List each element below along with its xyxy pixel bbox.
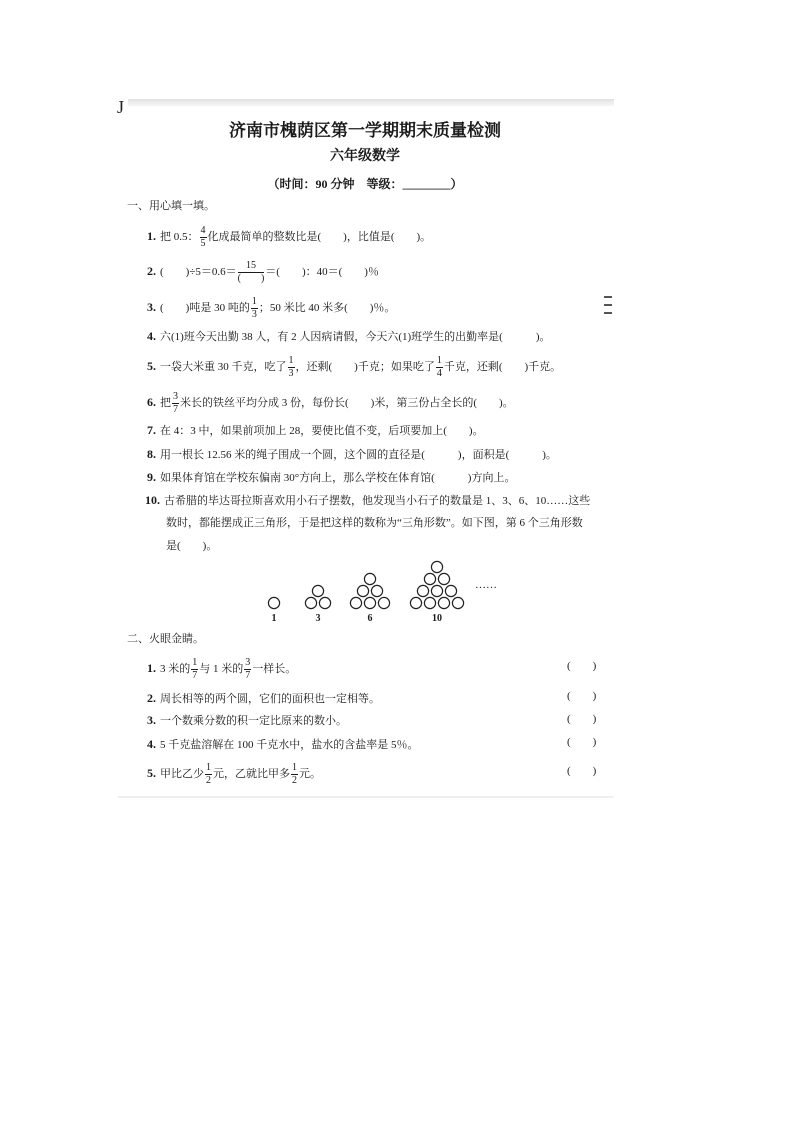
- section-heading-true-false: 二、火眼金睛。: [127, 633, 204, 645]
- fraction: [205, 763, 212, 786]
- stone-circle: [268, 597, 279, 608]
- question-text: ；50 米比 40 米多( )％。: [258, 302, 396, 314]
- question-text: 在 4：3 中，如果前项加上 28，要使比值不变，后项要加上( )。: [160, 425, 484, 437]
- stone-circle: [364, 573, 375, 584]
- answer-blank: ( ): [567, 765, 597, 777]
- question-number: 3.: [147, 300, 156, 314]
- question-text: 把: [160, 397, 171, 409]
- fraction-denominator: ( ): [237, 272, 265, 284]
- fraction: [251, 297, 258, 320]
- question-text: ＝( )：40＝( )％: [265, 266, 379, 278]
- fraction: [291, 763, 298, 786]
- stone-circle: [424, 597, 435, 608]
- question-text: 把 0.5：: [160, 231, 199, 243]
- fill-question-2: [147, 259, 379, 283]
- question-number: 1.: [147, 229, 156, 243]
- answer-blank: ( ): [567, 690, 597, 702]
- stone-circle: [371, 585, 382, 596]
- fraction: [436, 356, 443, 379]
- question-text: 周长相等的两个圆，它们的面积也一定相等。: [160, 693, 380, 705]
- stone-circle: [417, 585, 428, 596]
- triangle-number-label: 10: [432, 613, 442, 624]
- question-number: 4.: [147, 737, 156, 751]
- question-text: 如果体育馆在学校东偏南 30°方向上，那么学校在体育馆( )方向上。: [160, 472, 516, 484]
- fill-question-9: [147, 465, 515, 489]
- question-number: 1.: [147, 661, 156, 675]
- question-text: 甲比乙少: [160, 768, 204, 780]
- question-number: 10.: [145, 493, 160, 507]
- stone-circle: [410, 597, 421, 608]
- fraction-numerator: 15: [238, 261, 265, 273]
- question-text-line: 是( )。: [166, 540, 218, 552]
- edge-mark-line: [604, 304, 612, 306]
- edge-mark: [604, 296, 612, 316]
- scan-shadow-bottom: [118, 796, 613, 798]
- scan-shadow-top: [128, 99, 614, 106]
- answer-blank: ( ): [567, 713, 597, 725]
- judge-question-1: [147, 656, 296, 680]
- stone-circle: [452, 597, 463, 608]
- triangle-number-group: [350, 573, 389, 624]
- question-text: 化成最简单的整数比是( )，比值是( )。: [207, 231, 432, 243]
- triangle-number-group: [305, 585, 330, 624]
- question-number: 7.: [147, 423, 156, 437]
- question-text: 用一根长 12.56 米的绳子围成一个圆，这个圆的直径是( )，面积是( )。: [160, 449, 557, 461]
- judge-question-5: [147, 761, 321, 785]
- edge-mark-line: [604, 296, 612, 298]
- question-text: 六(1)班今天出勤 38 人，有 2 人因病请假，今天六(1)班学生的出勤率是( )。: [160, 331, 551, 343]
- stone-circle: [350, 597, 361, 608]
- fraction-numerator: 4: [200, 224, 206, 236]
- stone-circle: [305, 597, 316, 608]
- question-number: 8.: [147, 447, 156, 461]
- fill-question-8: [147, 442, 557, 466]
- fraction: [288, 356, 295, 379]
- question-text: 5 千克盐溶解在 100 千克水中，盐水的含盐率是 5％。: [160, 739, 419, 751]
- question-text: 元，乙就比甲多: [213, 768, 290, 780]
- triangle-number-group: [268, 597, 279, 624]
- question-number: 5.: [147, 359, 156, 373]
- judge-question-2: [147, 686, 380, 710]
- answer-blank: ( ): [567, 736, 597, 748]
- question-text: 千克，还剩( )千克。: [443, 361, 562, 373]
- fraction-denominator: 3: [251, 308, 257, 320]
- question-text: 一个数乘分数的积一定比原来的数小。: [160, 715, 347, 727]
- fraction-denominator: 7: [245, 669, 251, 681]
- fraction: [244, 658, 251, 681]
- fraction-denominator: 2: [206, 774, 211, 786]
- fill-question-7: [147, 418, 484, 442]
- triangle-numbers-figure: [250, 550, 510, 630]
- question-number: 4.: [147, 329, 156, 343]
- fraction-numerator: 1: [436, 354, 442, 366]
- question-text: 一袋大米重 30 千克，吃了: [160, 361, 287, 373]
- fraction-numerator: 3: [245, 656, 251, 668]
- stone-circle: [312, 585, 323, 596]
- question-text-line: 古希腊的毕达哥拉斯喜欢用小石子摆数，他发现当小石子的数量是 1、3、6、10……这些: [164, 495, 591, 507]
- question-text: 一样长。: [252, 663, 297, 675]
- judge-question-3: [147, 708, 347, 732]
- stone-circle: [438, 597, 449, 608]
- fill-question-1: [147, 224, 431, 248]
- fraction-denominator: 5: [200, 237, 206, 249]
- fraction-numerator: 1: [206, 761, 211, 773]
- question-text-line: 数时，都能摆成正三角形，于是把这样的数称为“三角形数”。如下图，第 6 个三角形数: [166, 517, 583, 529]
- question-number: 3.: [147, 713, 156, 727]
- edge-mark-line: [604, 312, 612, 314]
- stone-circle: [431, 585, 442, 596]
- fraction-denominator: 7: [173, 403, 178, 415]
- stone-circle: [364, 597, 375, 608]
- fill-question-5: [147, 354, 561, 378]
- fraction-denominator: 7: [192, 669, 198, 681]
- fill-question-4: [147, 324, 550, 348]
- fraction-numerator: 1: [288, 354, 294, 366]
- triangle-number-group: [410, 561, 463, 624]
- stone-circle: [424, 573, 435, 584]
- question-number: 6.: [147, 395, 156, 409]
- fraction: [238, 261, 265, 284]
- stone-circle: [319, 597, 330, 608]
- stone-circle: [438, 573, 449, 584]
- question-number: 2.: [147, 264, 156, 278]
- stone-circle: [357, 585, 368, 596]
- judge-question-4: [147, 732, 419, 756]
- fraction-denominator: 2: [292, 774, 297, 786]
- exam-info: （时间：90 分钟 等级：________）: [267, 177, 463, 191]
- question-text: ( )÷5＝0.6＝: [160, 266, 237, 278]
- fraction-numerator: 1: [292, 761, 297, 773]
- question-text: 元。: [299, 768, 321, 780]
- question-text: ( )吨是 30 吨的: [160, 302, 250, 314]
- fraction: [191, 658, 198, 681]
- section-heading-fill-in: 一、用心填一填。: [127, 200, 215, 212]
- question-text: 3 米的: [160, 663, 191, 675]
- question-text: 米长的铁丝平均分成 3 份，每份长( )米，第三份占全长的( )。: [180, 397, 514, 409]
- fraction-numerator: 3: [173, 390, 178, 402]
- fraction-denominator: 4: [436, 367, 442, 379]
- question-number: 9.: [147, 470, 156, 484]
- fraction-denominator: 3: [288, 367, 294, 379]
- exam-subtitle: 六年级数学: [330, 149, 400, 164]
- question-text: ，还剩( )千克；如果吃了: [295, 361, 435, 373]
- answer-blank: ( ): [567, 660, 597, 672]
- corner-mark: J: [117, 97, 125, 117]
- fill-question-6: [147, 390, 514, 414]
- fraction-numerator: 1: [192, 656, 198, 668]
- triangle-number-label: 3: [315, 613, 321, 624]
- stone-circle: [445, 585, 456, 596]
- figure-ellipsis: ……: [475, 579, 497, 591]
- stone-circle: [431, 561, 442, 572]
- fill-question-10: [145, 488, 590, 512]
- fraction: [200, 226, 207, 249]
- question-text: 与 1 米的: [199, 663, 244, 675]
- fraction-numerator: 1: [251, 295, 257, 307]
- exam-title: 济南市槐荫区第一学期期末质量检测: [229, 121, 501, 140]
- question-number: 2.: [147, 691, 156, 705]
- triangle-number-label: 1: [271, 613, 277, 624]
- stone-circle: [378, 597, 389, 608]
- triangle-number-label: 6: [367, 613, 373, 624]
- fill-question-3: [147, 295, 395, 319]
- fraction: [172, 392, 179, 415]
- question-number: 5.: [147, 766, 156, 780]
